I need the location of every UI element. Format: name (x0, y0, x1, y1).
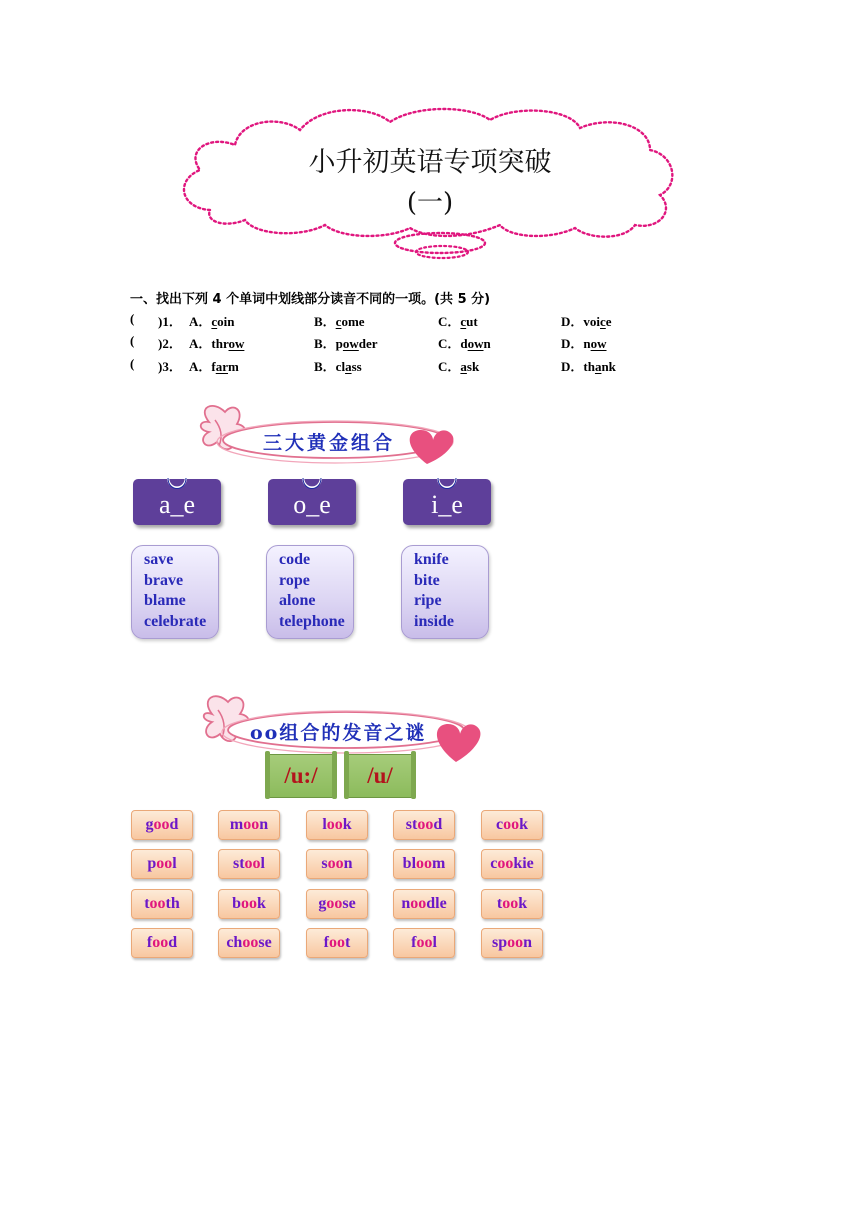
oo-word-tile: b l o o m (393, 849, 455, 879)
option-letter: A． (189, 359, 212, 374)
pattern-word: rope (279, 571, 310, 589)
underlined-letters: ow (590, 336, 607, 351)
oo-word-tile: t o o t h (131, 889, 193, 919)
word-prefix: n (583, 336, 591, 351)
word-suffix: sk (466, 359, 480, 374)
underlined-letters: c (600, 314, 606, 329)
oo-word-tile: n o o d l e (393, 889, 455, 919)
pattern-word: code (279, 551, 311, 568)
option-c (438, 356, 479, 375)
option-b (314, 356, 362, 375)
oo-word-tile: g o o s e (306, 889, 368, 919)
oo-word-tile: g o o d (131, 810, 193, 840)
option-letter: B． (314, 314, 336, 329)
banner-title: 三大黄金组合 (263, 432, 396, 454)
option-b (314, 333, 378, 352)
underlined-letters: ow (467, 336, 484, 351)
underlined-letters: c (211, 314, 218, 329)
option-b (314, 311, 365, 330)
option-d (561, 356, 616, 375)
option-letter: A． (189, 336, 212, 351)
word-suffix: e (605, 314, 612, 329)
answer-blank[interactable]: ( (130, 311, 135, 326)
pattern-word: telephone (279, 612, 345, 630)
banner-title: oo组合的发音之谜 (250, 722, 427, 744)
question-row (130, 311, 690, 329)
word-suffix: ome (341, 314, 365, 329)
pattern-word: alone (279, 592, 316, 609)
underlined-letters: ow (228, 336, 245, 351)
word-suffix: oin (217, 314, 235, 329)
word-suffix: ss (351, 359, 362, 374)
oo-word-tile: b o o k (218, 889, 280, 919)
pattern-label-box (133, 479, 221, 525)
pattern-word: knife (414, 551, 449, 568)
question-number: )2． (158, 336, 182, 351)
underlined-letters: c (460, 314, 467, 329)
pattern-label-box (403, 479, 491, 525)
oo-word-tile: t o o k (481, 889, 543, 919)
pattern-label: o_e (293, 490, 331, 519)
question-row (130, 356, 690, 374)
oo-word-tile: f o o l (393, 928, 455, 958)
oo-word-tile: s t o o d (393, 810, 455, 840)
pattern-label: i_e (431, 490, 463, 519)
answer-blank[interactable]: ( (130, 333, 135, 348)
pattern-word: save (144, 551, 174, 568)
phoneme-long-u: /u:/ (269, 754, 333, 798)
question-row (130, 333, 690, 351)
word-suffix: der (358, 336, 378, 351)
underlined-letters: a (345, 359, 352, 374)
option-letter: D． (561, 336, 584, 351)
word-prefix: th (583, 359, 595, 374)
pattern-label: a_e (158, 490, 196, 519)
option-letter: B． (314, 336, 336, 351)
pattern-word: bite (414, 571, 440, 589)
option-a (189, 311, 235, 330)
underlined-letters: ow (342, 336, 359, 351)
word-prefix: thr (211, 336, 229, 351)
word-prefix: cl (335, 359, 346, 374)
option-d (561, 311, 612, 330)
pattern-word: ripe (414, 592, 442, 609)
word-suffix: m (228, 359, 239, 374)
word-prefix: p (335, 336, 343, 351)
option-letter: D． (561, 314, 584, 329)
oo-word-tile: c h o o s e (218, 928, 280, 958)
question-number: )1． (158, 314, 182, 329)
oo-word-tile: s o o n (306, 849, 368, 879)
word-prefix: d (460, 336, 468, 351)
word-prefix: voi (583, 314, 601, 329)
option-letter: B． (314, 359, 336, 374)
pattern-word: brave (144, 571, 184, 589)
pattern-word-list (131, 545, 219, 639)
oo-word-tile: f o o d (131, 928, 193, 958)
word-suffix: n (483, 336, 491, 351)
option-letter: D． (561, 359, 584, 374)
section1-instruction: 一、找出下列 4 个单词中划线部分读音不同的一项。(共 5 分) (130, 292, 491, 307)
oo-word-tile: s p o o n (481, 928, 543, 958)
word-suffix: nk (601, 359, 616, 374)
option-letter: C． (438, 336, 461, 351)
page-title: 小升初英语专项突破 (308, 147, 552, 178)
underlined-letters: ar (215, 359, 229, 374)
answer-blank[interactable]: ( (130, 356, 135, 371)
option-letter: C． (438, 359, 461, 374)
option-d (561, 333, 607, 352)
page-subtitle: (一) (406, 188, 454, 218)
option-c (438, 333, 491, 352)
oo-word-tile: p o o l (131, 849, 193, 879)
option-a (189, 356, 239, 375)
oo-word-tile: c o o k (481, 810, 543, 840)
oo-word-tile: f o o t (306, 928, 368, 958)
underlined-letters: a (460, 359, 467, 374)
option-a (189, 333, 244, 352)
underlined-letters: a (594, 359, 602, 374)
pattern-label-box (268, 479, 356, 525)
word-prefix: f (211, 359, 216, 374)
question-number: )3． (158, 359, 182, 374)
word-suffix: ut (466, 314, 478, 329)
option-letter: A． (189, 314, 212, 329)
option-letter: C． (438, 314, 461, 329)
oo-word-tile: l o o k (306, 810, 368, 840)
pattern-word-list (401, 545, 489, 639)
pattern-word: inside (414, 612, 455, 630)
pattern-word-list (266, 545, 354, 639)
pattern-word: celebrate (144, 612, 207, 630)
oo-word-tile: s t o o l (218, 849, 280, 879)
oo-word-tile: m o o n (218, 810, 280, 840)
oo-word-tile: c o o k i e (481, 849, 543, 879)
phoneme-short-u: /u/ (348, 754, 412, 798)
underlined-letters: c (335, 314, 342, 329)
pattern-word: blame (144, 592, 186, 609)
option-c (438, 311, 478, 330)
